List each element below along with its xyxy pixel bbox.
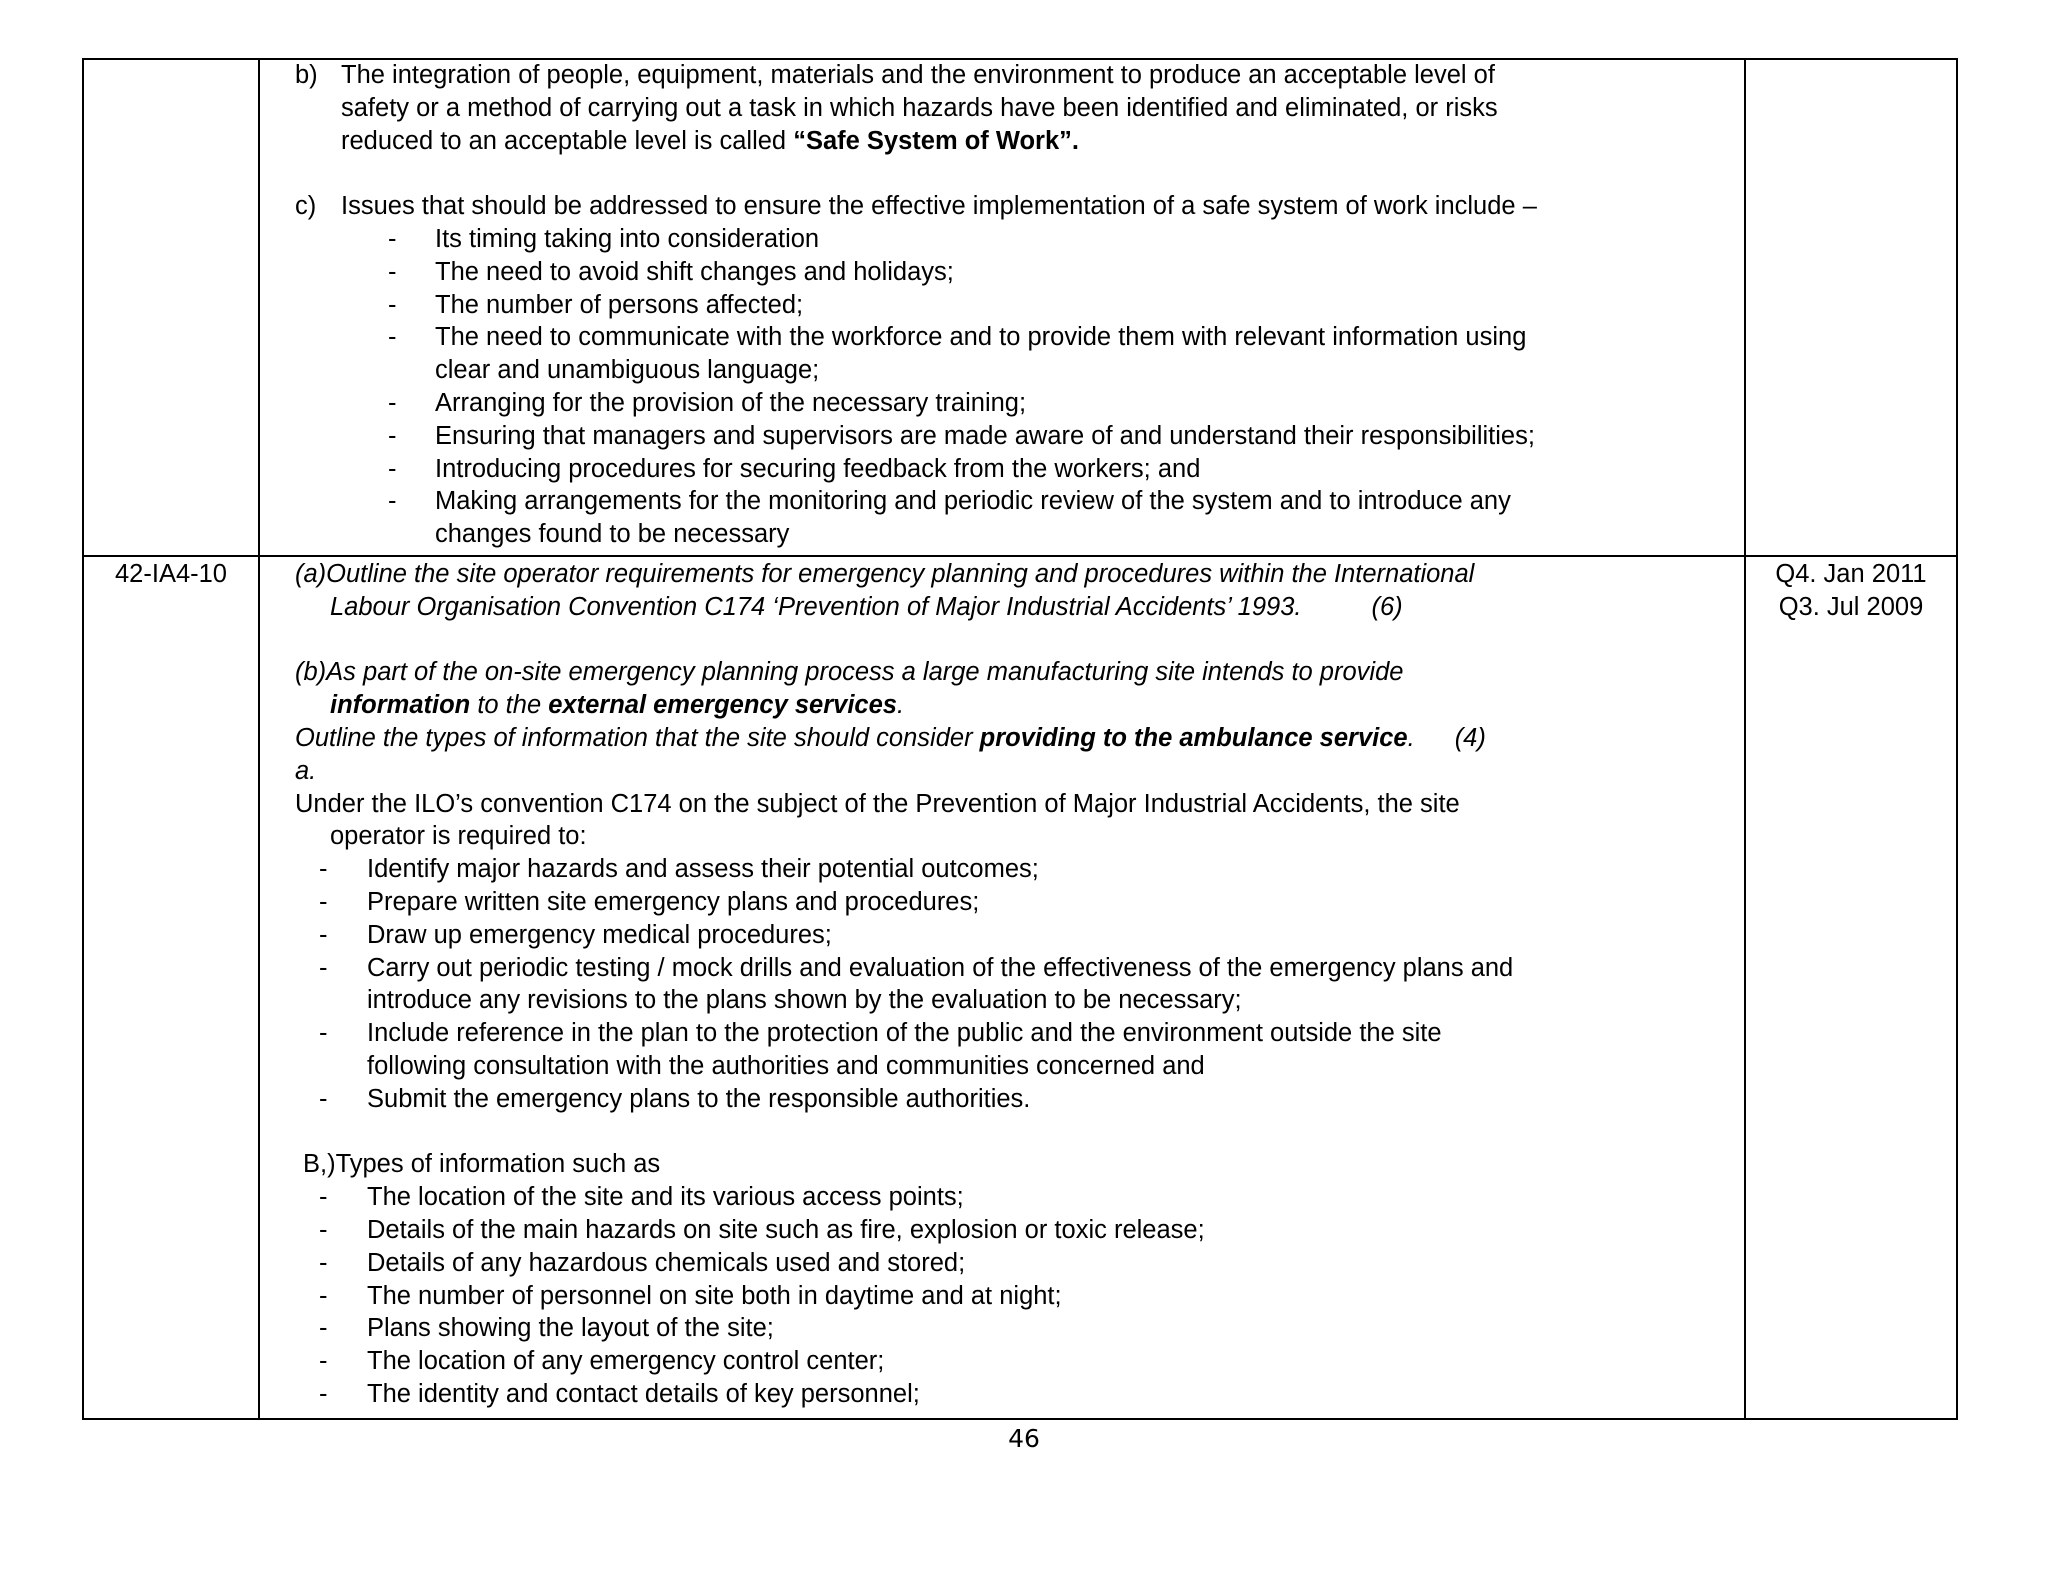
answer-b-line: reduced to an acceptable level is called “Safe System of Work”. — [341, 126, 1079, 155]
list-item-text: Details of the main hazards on site such as fire, explosion or toxic release; — [367, 1215, 1205, 1244]
list-marker: b) — [295, 61, 318, 89]
list-bullet: - — [319, 1084, 328, 1113]
list-item — [295, 919, 1513, 952]
list-item — [295, 1181, 1513, 1214]
list-bullet: - — [388, 454, 397, 483]
row1-content — [295, 59, 1537, 551]
list-bullet: - — [388, 323, 397, 352]
list-bullet: - — [319, 887, 328, 916]
question-b — [295, 656, 1513, 787]
list-item-text: Details of any hazardous chemicals used and stored; — [367, 1248, 966, 1277]
list-item-text: Draw up emergency medical procedures; — [367, 920, 832, 949]
list-item — [295, 420, 1537, 453]
answer-c-list — [295, 223, 1537, 551]
list-item — [295, 952, 1513, 1018]
table-border-bottom — [82, 1418, 1958, 1420]
answer-b — [295, 59, 1537, 157]
list-item — [295, 1345, 1513, 1378]
list-bullet: - — [388, 487, 397, 516]
answer-a-label: a. — [295, 756, 317, 785]
list-item-text: The location of the site and its various access points; — [367, 1183, 964, 1212]
list-item — [295, 1378, 1513, 1411]
list-bullet: - — [319, 1347, 328, 1376]
list-item-text: The location of any emergency control center; — [367, 1347, 885, 1376]
list-bullet: - — [319, 1183, 328, 1212]
answer-b-intro: B,)Types of information such as — [303, 1150, 661, 1179]
list-bullet: - — [319, 1379, 328, 1408]
table-border-right — [1956, 58, 1958, 1420]
list-item — [295, 1017, 1513, 1083]
answer-b-line: safety or a method of carrying out a task in which hazards have been identified and eliminated, or risks — [341, 93, 1498, 122]
list-item-text: changes found to be necessary — [435, 520, 790, 549]
list-item — [295, 256, 1537, 289]
list-bullet: - — [388, 290, 397, 319]
reference: Q3. Jul 2009 — [1778, 592, 1924, 621]
question-b-line: (b)As part of the on-site emergency planning process a large manufacturing site intends to provide — [295, 658, 1404, 687]
list-item — [295, 321, 1537, 387]
list-bullet: - — [388, 224, 397, 253]
list-item — [295, 453, 1537, 486]
question-references — [1746, 558, 1956, 624]
answer-b-list — [295, 1181, 1513, 1411]
list-bullet: - — [319, 920, 328, 949]
answer-a-list — [295, 853, 1513, 1115]
table-border-left — [82, 58, 84, 1420]
safe-system-term: “Safe System of Work”. — [793, 126, 1079, 155]
list-item-text: clear and unambiguous language; — [435, 356, 820, 385]
answer-b-line: The integration of people, equipment, materials and the environment to produce an acceptable level of — [341, 61, 1495, 89]
list-item-text: introduce any revisions to the plans shown by the evaluation to be necessary; — [367, 986, 1242, 1015]
list-item-text: Making arrangements for the monitoring and periodic review of the system and to introduce any — [435, 487, 1511, 516]
list-item — [295, 223, 1537, 256]
list-bullet: - — [388, 421, 397, 450]
list-marker: c) — [295, 192, 317, 221]
list-bullet: - — [388, 257, 397, 286]
marks: (4) — [1454, 723, 1486, 752]
list-item-text: Introducing procedures for securing feedback from the workers; and — [435, 454, 1201, 483]
list-item-text: Include reference in the plan to the protection of the public and the environment outside the site — [367, 1019, 1442, 1048]
page-number: 46 — [1008, 1424, 1040, 1453]
list-item-text: Its timing taking into consideration — [435, 224, 820, 253]
marks: (6) — [1371, 592, 1403, 621]
list-item-text: The identity and contact details of key personnel; — [367, 1379, 920, 1408]
list-item — [295, 289, 1537, 322]
answer-c-intro: Issues that should be addressed to ensure the effective implementation of a safe system of work include – — [341, 192, 1537, 221]
reference: Q4. Jan 2011 — [1775, 560, 1927, 588]
answer-c — [295, 190, 1537, 223]
column-divider-1 — [258, 58, 260, 1420]
row2-content — [295, 558, 1513, 1411]
list-item-text: Identify major hazards and assess their potential outcomes; — [367, 855, 1039, 884]
list-item-text: The need to avoid shift changes and holidays; — [435, 257, 954, 286]
list-item-text: Plans showing the layout of the site; — [367, 1314, 774, 1343]
question-code: 42-IA4-10 — [115, 560, 227, 588]
question-a — [295, 558, 1513, 624]
list-item-text: Ensuring that managers and supervisors are made aware of and understand their responsibilities; — [435, 421, 1535, 450]
question-a-line: Labour Organisation Convention C174 ‘Prevention of Major Industrial Accidents’ 1993. (6) — [330, 592, 1403, 621]
list-item-text: Carry out periodic testing / mock drills and evaluation of the effectiveness of the emergency plans and — [367, 953, 1514, 982]
list-item-text: Submit the emergency plans to the responsible authorities. — [367, 1084, 1031, 1113]
list-bullet: - — [319, 1248, 328, 1277]
list-item — [295, 1083, 1513, 1116]
list-bullet: - — [319, 1019, 328, 1048]
list-item — [295, 1214, 1513, 1247]
list-bullet: - — [319, 855, 328, 884]
list-bullet: - — [319, 1314, 328, 1343]
list-item-text: The number of personnel on site both in daytime and at night; — [367, 1281, 1062, 1310]
list-item — [295, 485, 1537, 551]
question-b-line: information to the external emergency services. — [330, 691, 905, 720]
column-divider-2 — [1744, 58, 1746, 1420]
list-item — [295, 886, 1513, 919]
list-item-text: The need to communicate with the workforce and to provide them with relevant information using — [435, 323, 1527, 352]
list-bullet: - — [388, 388, 397, 417]
question-b-line: Outline the types of information that the site should consider providing to the ambulance service. (4) — [295, 723, 1486, 752]
list-bullet: - — [319, 953, 328, 982]
list-item-text: Prepare written site emergency plans and procedures; — [367, 887, 980, 916]
question-a-line: (a)Outline the site operator requirements for emergency planning and procedures within the International — [295, 560, 1475, 588]
list-item-text: The number of persons affected; — [435, 290, 804, 319]
list-item — [295, 387, 1537, 420]
list-bullet: - — [319, 1215, 328, 1244]
answer-a-intro: operator is required to: — [330, 822, 587, 851]
list-item — [295, 853, 1513, 886]
list-item-text: following consultation with the authorities and communities concerned and — [367, 1051, 1205, 1080]
list-item — [295, 1280, 1513, 1313]
list-bullet: - — [319, 1281, 328, 1310]
row-divider — [82, 555, 1958, 557]
list-item — [295, 1312, 1513, 1345]
answer-a-intro: Under the ILO’s convention C174 on the subject of the Prevention of Major Industrial Accidents, the site — [295, 789, 1460, 818]
list-item-text: Arranging for the provision of the necessary training; — [435, 388, 1027, 417]
list-item — [295, 1247, 1513, 1280]
